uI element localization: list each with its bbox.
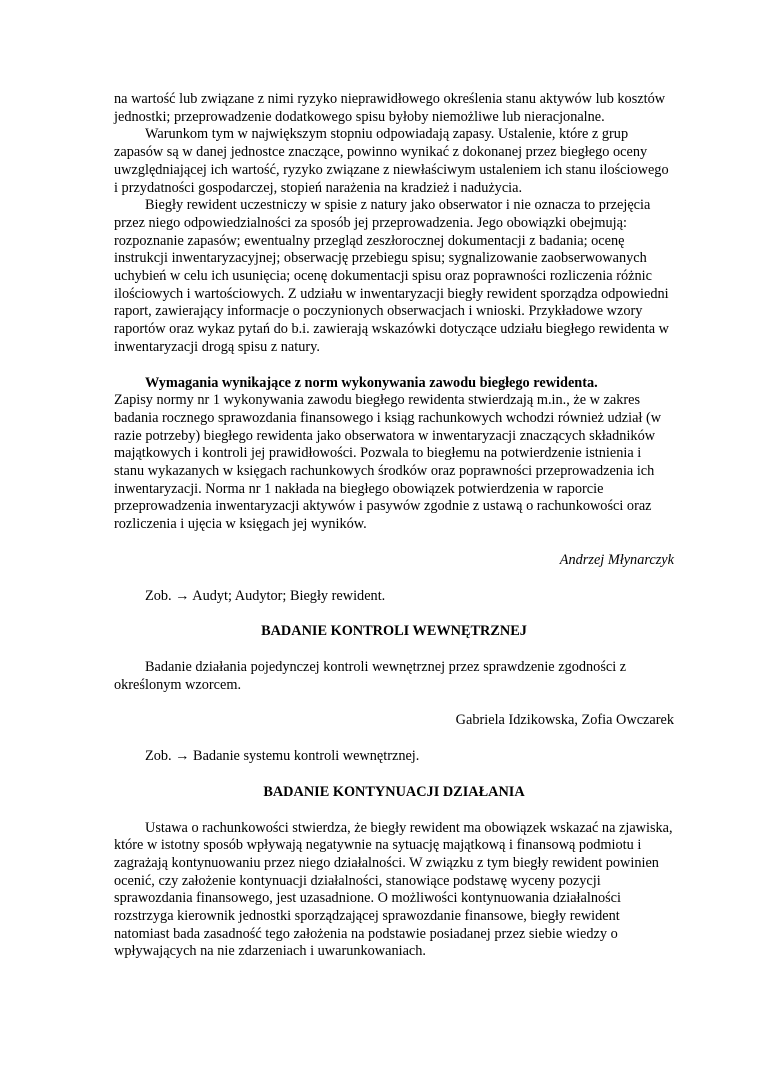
paragraph-zapasy: Warunkom tym w największym stopniu odpowiadają zapasy. Ustalenie, które z grup zapasów są w danej jednostce znaczące, powinno wynikać z dokonanej przez biegłego oceny uwzględniającej ich wartość, ryzyko związane z niewłaściwym ustaleniem ich stanu ilościowego i przydatności gospodarczej, stopień narażenia na kradzież i nadużycia.	[114, 126, 669, 196]
spacer	[114, 766, 674, 784]
spacer	[114, 730, 674, 748]
wymagania-text: Zapisy normy nr 1 wykonywania zawodu biegłego rewidenta stwierdzają m.in., że w zakres badania rocznego sprawozdania finansowego i ksiąg rachunkowych wchodzi również udział (w razie potrzeby) biegłego rewidenta jako obserwatora w inwentaryzacji znaczących składników majątkowych i kontroli jej prawidłowości. Pozwala to biegłemu na potwierdzenie istnienia i stanu wykazanych w księgach rachunkowych środków oraz poprawności przeprowadzenia ich inwentaryzacji. Norma nr 1 nakłada na biegłego obowiązek potwierdzenia w raporcie przeprowadzenia inwentaryzacji aktywów i pasywów zgodnie z ustawą o rachunkowości oraz rozliczenia i ujęcia w księgach jej wyników.	[114, 392, 662, 533]
entry-heading-kontroli: BADANIE KONTROLI WEWNĘTRZNEJ	[261, 623, 527, 640]
spacer	[114, 605, 674, 623]
spacer	[114, 802, 674, 820]
spacer	[114, 534, 674, 552]
wymagania-heading: Wymagania wynikające z norm wykonywania zawodu biegłego rewidenta.	[145, 374, 598, 391]
paragraph-kontynuacji: Ustawa o rachunkowości stwierdza, że biegły rewident ma obowiązek wskazać na zjawiska, które w istotny sposób wpływają negatywnie na sytuację majątkową i finansową podmiotu i zagrażają kontynuowaniu przez niego działalności. W związku z tym biegły rewident powinien ocenić, czy założenie kontynuacji działalności, stanowiące podstawę wyceny pozycji sprawozdania finansowego, jest uzasadnione. O możliwości kontynuowania działalności rozstrzyga kierownik jednostki sporządzającej sprawozdanie finansowe, biegły rewident natomiast bada zasadność tego założenia na podstawie posiadanej przez siebie wiedzy o wpływających na nie zdarzeniach i uwarunkowaniach.	[114, 819, 673, 960]
spacer	[114, 694, 674, 712]
page-content	[114, 91, 674, 961]
see-also-reference: Zob. → Badanie systemu kontroli wewnętrznej.	[145, 748, 420, 765]
author-signature: Andrzej Młynarczyk	[559, 551, 674, 568]
paragraph-kontroli: Badanie działania pojedynczej kontroli wewnętrznej przez sprawdzenie zgodności z określonym wzorcem.	[114, 658, 627, 693]
paragraph-wymagania	[114, 375, 674, 534]
see-also-reference: Zob. → Audyt; Audytor; Biegły rewident.	[145, 587, 386, 604]
paragraph-rewident: Biegły rewident uczestniczy w spisie z natury jako obserwator i nie oznacza to przejęcia przez niego odpowiedzialności za sposób jej przeprowadzenia. Jego obowiązki obejmują: rozpoznanie zapasów; ewentualny przegląd zeszłorocznej dokumentacji z badania; ocenę instrukcji inwentaryzacyjnej; obserwację przebiegu spisu; sygnalizowanie zaobserwowanych uchybień w celu ich usunięcia; ocenę dokumentacji spisu oraz poprawności rozliczenia różnic ilościowych i wartościowych. Z udziału w inwentaryzacji biegły rewident sporządza odpowiedni raport, zawierający informacje o poczynionych obserwacjach i wnioski. Przykładowe wzory raportów oraz wykaz pytań do b.i. zawierają wskazówki dotyczące udziału biegłego rewidenta w inwentaryzacji drogą spisu z natury.	[114, 197, 669, 355]
spacer	[114, 570, 674, 588]
author-signature: Gabriela Idzikowska, Zofia Owczarek	[455, 712, 674, 729]
continued-paragraph: na wartość lub związane z nimi ryzyko nieprawidłowego określenia stanu aktywów lub kosztów jednostki; przeprowadzenie dodatkowego spisu byłoby niemożliwe lub nieracjonalne.	[114, 91, 666, 125]
entry-heading-kontynuacji: BADANIE KONTYNUACJI DZIAŁANIA	[263, 783, 525, 800]
spacer	[114, 357, 674, 375]
spacer	[114, 641, 674, 659]
